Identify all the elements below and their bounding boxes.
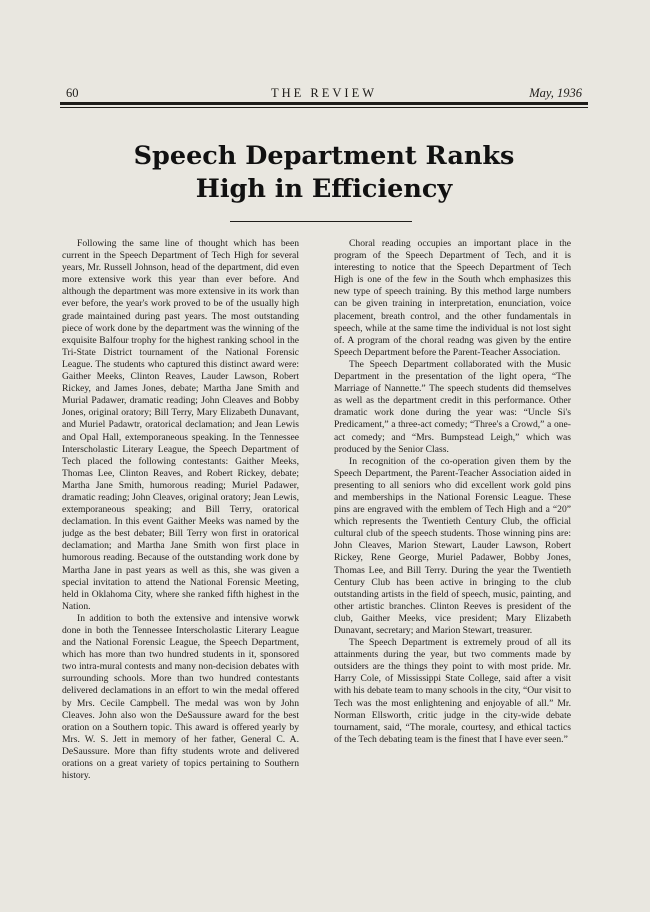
paragraph: Choral reading occupies an important place in the program of the Speech Department of Tech, and it is interesting to notice that the Speech Department of Tech High is one of the few in the South whch emphasizes this new type of speech training. By this method large numbers can be given training in interpretation, enunciation, voice placement, breath control, and the other fundamentals in speech, while at the same time the individual is not lost sight of. A program of the choral readng was given by the entire Speech Department before the Parent-Teacher Association. — [334, 238, 571, 358]
article-title-line-1: Speech Department Ranks — [133, 141, 515, 171]
issue-date: May, 1936 — [529, 86, 582, 100]
running-header — [60, 86, 588, 102]
paragraph: In recognition of the co-operation given them by the Speech Department, the Parent-Teacher Association aided in presenting to all seniors who did excellent work gold pins and memberships in the National Forensic League. These pins are engraved with the emblem of Tech High and a “20” which represents the Twentieth Century Club, the official cultural club of the speech students. Those winning pins are: John Cleaves, Marion Stewart, Lauder Lawson, Robert Rickey, Rene George, Muriel Padawer, Bobby Jones, Thomas Lee, and Bill Terry. During the year the Twentieth Century Club has been active in bringing to the club outstanding artists in the field of speech, music, painting, and other artistic branches. Clinton Reeves is president of the club, Gaither Meeks, vice president; Mary Elizabeth Dunavant, secretary; and Marion Stewart, treasurer. — [334, 455, 571, 636]
journal-title: THE REVIEW — [270, 86, 378, 100]
header-rule-thin — [60, 107, 588, 108]
paragraph: Following the same line of thought which has been current in the Speech Department of Tech High for several years, Mr. Russell Johnson, head of the department, did even more extensive work this year than ever before. And although the department was more extensive in its work than ever before, the year's work proved to be of the usually high grade maintained during past years. The most outstanding piece of work done by the department was the winning of the exquisite Balfour trophy for the highest ranking school in the Tri-State District tournament of the National Forensic League. The students who captured this distinct award were: Gaither Meeks, Clinton Reaves, Lauder Lawson, Robert Rickey, and James Jones, debate; Martha Jane Smith and Murial Padawer, dramatic reading; John Cleaves and Bobby Jones, original oratory; Bill Terry, Mary Elizabeth Dunavant, and Muriel Padawtr, oratorical declamation; and Jean Lewis and Opal Hall, extemporaneous speaking. In the Tennessee Interscholastic Literary League, the Speech Department of Tech placed the following contestants: Gaither Meeks, Thomas Lee, Clinton Reaves, and Robert Rickey, debate; Martha Jane Smith, humorous reading; Muriel Padawer, dramatic reading; John Cleaves, original oratory; Jean Lewis, extemporaneous speaking; and Bill Terry, oratorical declamation. In this event Gaither Meeks was named by the judge as the best debater; Bill Terry won first in oratorical declamation; and Martha Jane Smith won first place in humorous reading. Because of the outstanding work done by Martha Jane in past years as well as this, she was given a special invitation to attend the National Forensic Meeting, held in Oklahoma City, where she ranked fifth highest in the Nation. — [62, 238, 299, 612]
article-title-line-2: High in Efficiency — [195, 174, 453, 204]
right-column — [334, 238, 571, 868]
article-title — [60, 140, 588, 206]
paragraph: In addition to both the extensive and intensive worwk done in both the Tennessee Interscholastic Literary League and the National Forensic League, the Speech Department, which has more than two hundred students in it, sponsored two intra-mural contests and many non-decision debates with surrounding schools. More than two hundred contestants delivered declamations in an effort to win the medal offered by Mrs. Cecile Campbell. The medal was won by John Cleaves. John also won the DeSaussure award for the best oration on a Southern topic. This award is offered yearly by Mrs. W. S. Jett in memory of her father, General C. A. DeSaussure. More than fifty students wrote and delivered orations on a great variety of topics pertaining to Southern history. — [62, 612, 299, 782]
paragraph: The Speech Department collaborated with the Music Department in the presentation of the light opera, “The Marriage of Nannette.” The speech students did themselves as well as the department credit in this performance. Other dramatic work done during the year was: “Uncle Si's Predicament,” a three-act comedy; “Three's a Crowd,” a one-act comedy; and “Mrs. Bumpstead Leigh,” which was produced by the Senior Class. — [334, 358, 571, 455]
page-number: 60 — [66, 86, 79, 100]
paragraph: The Speech Department is extremely proud of all its attainments during the year, but two comments made by outsiders are the things they point to with most pride. Mr. Harry Cole, of Mississippi State College, said after a visit with his debate team to many schools in the city, “Our visit to Tech was the most enlightening and enjoyable of all.” Mr. Norman Ellsworth, critic judge in the city-wide debate tournament, said, “The morale, courtesy, and ethical tactics of the Tech debating team is the finest that I have ever seen.” — [334, 637, 571, 745]
left-column — [62, 238, 299, 868]
title-divider — [230, 221, 412, 222]
header-rule-thick — [60, 102, 588, 105]
